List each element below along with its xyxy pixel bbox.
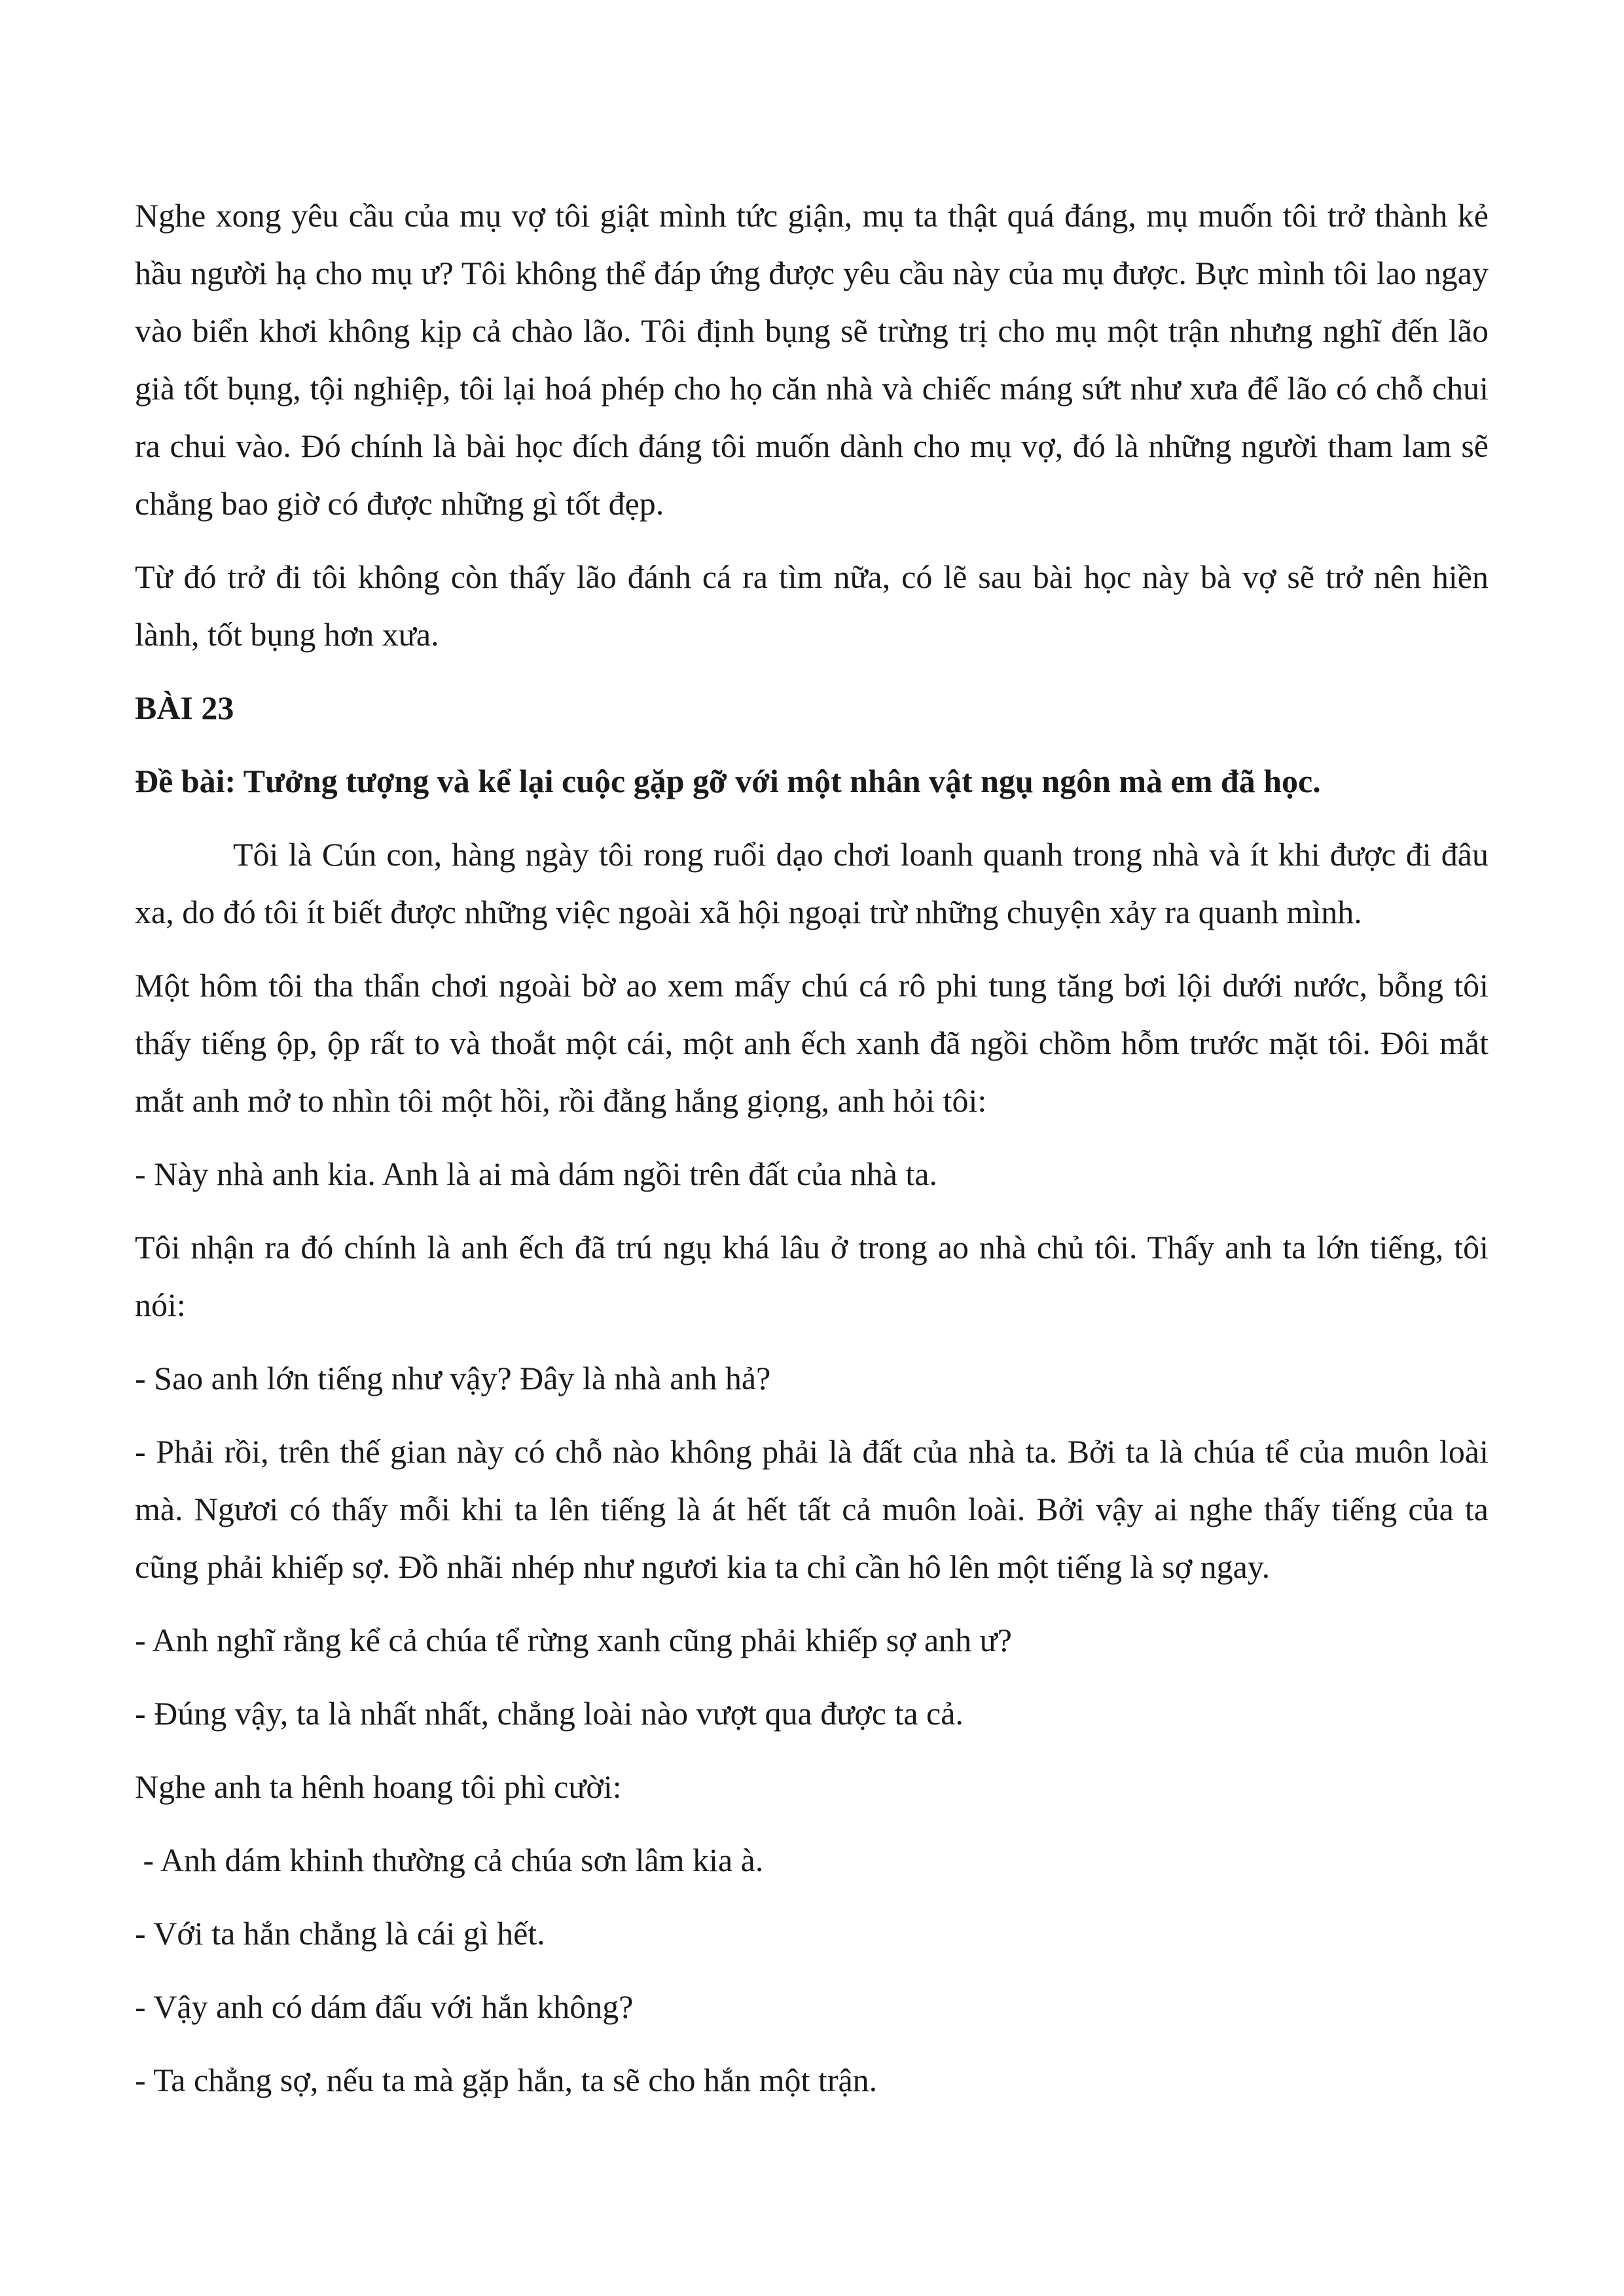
dialogue-line: - Ta chẳng sợ, nếu ta mà gặp hắn, ta sẽ cho hắn một trận. [135, 2062, 878, 2098]
assignment-heading: Đề bài: Tưởng tượng và kể lại cuộc gặp gỡ với một nhân vật ngụ ngôn mà em đã học. [135, 763, 1321, 799]
paragraph: Từ đó trở đi tôi không còn thấy lão đánh cá ra tìm nữa, có lẽ sau bài học này bà vợ sẽ trở nên hiền lành, tốt bụng hơn xưa. [135, 558, 1489, 653]
story-paragraph: Tôi nhận ra đó chính là anh ếch đã trú ngụ khá lâu ở trong ao nhà chủ tôi. Thấy anh ta lớn tiếng, tôi nói: [135, 1229, 1489, 1323]
dialogue-line: - Anh nghĩ rằng kể cả chúa tể rừng xanh cũng phải khiếp sợ anh ư? [135, 1622, 1012, 1658]
dialogue-line: - Anh dám khinh thường cả chúa sơn lâm kia à. [135, 1842, 764, 1878]
dialogue-line: - Đúng vậy, ta là nhất nhất, chẳng loài nào vượt qua được ta cả. [135, 1695, 964, 1732]
document-body [135, 187, 1489, 2124]
story-paragraph: Nghe anh ta hênh hoang tôi phì cười: [135, 1768, 622, 1805]
dialogue-line: - Phải rồi, trên thế gian này có chỗ nào không phải là đất của nhà ta. Bởi ta là chúa tể của muôn loài mà. Ngươi có thấy mỗi khi ta lên tiếng là át hết tất cả muôn loài. Bởi vậy ai nghe thấy tiếng của ta cũng phải khiếp sợ. Đồ nhãi nhép như ngươi kia ta chỉ cần hô lên một tiếng là sợ ngay. [135, 1433, 1489, 1585]
dialogue-line: - Sao anh lớn tiếng như vậy? Đây là nhà anh hả? [135, 1360, 771, 1396]
story-paragraph: Một hôm tôi tha thẩn chơi ngoài bờ ao xem mấy chú cá rô phi tung tăng bơi lội dưới nước, bỗng tôi thấy tiếng ộp, ộp rất to và thoắt một cái, một anh ếch xanh đã ngồi chồm hỗm trước mặt tôi. Đôi mắt mắt anh mở to nhìn tôi một hồi, rồi đằng hắng giọng, anh hỏi tôi: [135, 967, 1489, 1119]
lesson-title: BÀI 23 [135, 689, 234, 726]
paragraph: Nghe xong yêu cầu của mụ vợ tôi giật mình tức giận, mụ ta thật quá đáng, mụ muốn tôi trở thành kẻ hầu người hạ cho mụ ư? Tôi không thể đáp ứng được yêu cầu này của mụ được. Bực mình tôi lao ngay vào biển khơi không kịp cả chào lão. Tôi định bụng sẽ trừng trị cho mụ một trận nhưng nghĩ đến lão già tốt bụng, tội nghiệp, tôi lại hoá phép cho họ căn nhà và chiếc máng sứt như xưa để lão có chỗ chui ra chui vào. Đó chính là bài học đích đáng tôi muốn dành cho mụ vợ, đó là những người tham lam sẽ chẳng bao giờ có được những gì tốt đẹp. [135, 197, 1489, 522]
dialogue-line: - Vậy anh có dám đấu với hắn không? [135, 1988, 634, 2025]
story-paragraph: Tôi là Cún con, hàng ngày tôi rong ruổi dạo chơi loanh quanh trong nhà và ít khi được đi đâu xa, do đó tôi ít biết được những việc ngoài xã hội ngoại trừ những chuyện xảy ra quanh mình. [135, 836, 1489, 930]
dialogue-line: - Với ta hắn chẳng là cái gì hết. [135, 1915, 545, 1952]
dialogue-line: - Này nhà anh kia. Anh là ai mà dám ngồi trên đất của nhà ta. [135, 1156, 937, 1192]
